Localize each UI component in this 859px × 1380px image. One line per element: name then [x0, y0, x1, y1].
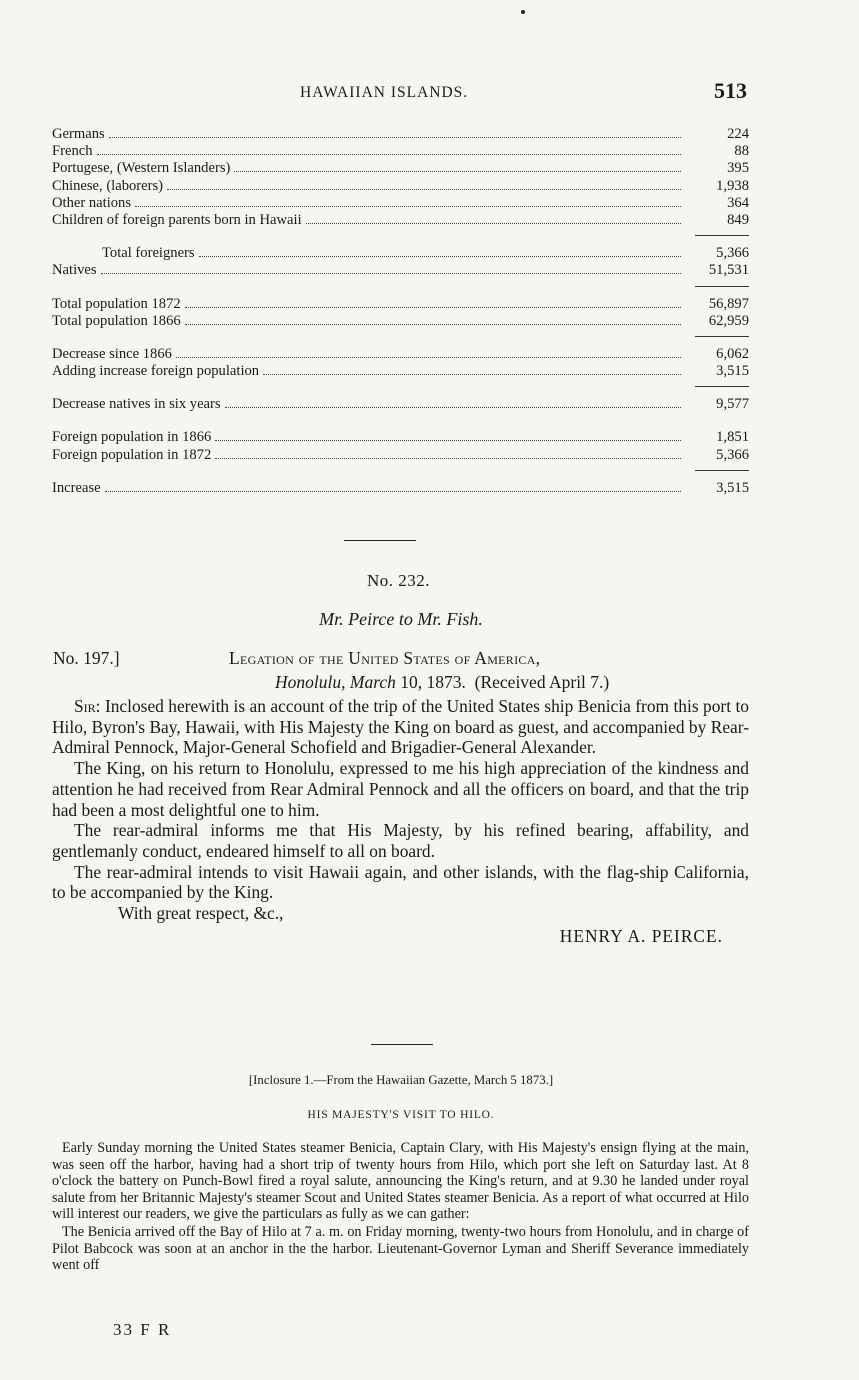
row-value: 5,366: [716, 245, 749, 262]
row-label: Total foreigners: [102, 245, 195, 262]
row-value: 849: [727, 211, 749, 228]
leader-dots: [215, 458, 681, 459]
letter-paragraph: The rear-admiral intends to visit Hawaii again, and other islands, with the flag-ship California, to be accompanied by the King.: [52, 861, 749, 903]
row-value: 3,515: [716, 363, 749, 380]
letter-dateline: [275, 672, 609, 693]
leader-dots: [105, 491, 681, 492]
sum-rule: [52, 380, 749, 396]
table-row: [52, 143, 749, 160]
row-label: Decrease since 1866: [52, 345, 172, 362]
letter-paragraph: The King, on his return to Honolulu, expressed to me his high appreciation of the kindness and attention he had received from Rear Admiral Pennock and all the officers on board, and that the trip had been a most delightful one to him.: [52, 758, 749, 820]
row-value: 1,938: [716, 177, 749, 194]
leader-dots: [263, 374, 681, 375]
ink-speck: [521, 10, 525, 14]
table-row: [52, 195, 749, 212]
leader-dots: [215, 440, 681, 441]
table-row-foreign-1866: [52, 429, 749, 446]
received-note: (Received April 7.): [474, 672, 610, 692]
page-number: 513: [714, 78, 747, 103]
leader-dots: [176, 357, 681, 358]
running-title: HAWAIIAN ISLANDS.: [300, 84, 469, 101]
row-value: 224: [727, 126, 749, 142]
closing: With great respect, &c.,: [118, 903, 284, 924]
article-title: HIS MAJESTY'S VISIT TO HILO.: [307, 1109, 495, 1121]
correspondents-heading: Mr. Peirce to Mr. Fish.: [319, 609, 483, 629]
table-row: [52, 178, 749, 195]
leader-dots: [109, 137, 681, 138]
sum-rule: [52, 464, 749, 480]
table-row-natives: [52, 262, 749, 279]
row-value: 9,577: [716, 396, 749, 413]
table-row: [52, 126, 749, 143]
leader-dots: [97, 154, 681, 155]
row-value: 62,959: [708, 312, 749, 329]
row-value: 3,515: [716, 479, 749, 496]
signature: HENRY A. PEIRCE.: [559, 925, 723, 946]
salutation: Sir:: [74, 696, 101, 716]
letter-heading: [53, 648, 753, 696]
date-rest: 10, 1873.: [400, 672, 466, 692]
letter-body: [52, 696, 749, 946]
row-value: 1,851: [716, 429, 749, 446]
letter-paragraph: [52, 696, 749, 758]
leader-dots: [185, 324, 681, 325]
letter-number: No. 197.]: [53, 648, 120, 668]
section-divider: [371, 1044, 433, 1045]
row-label: Total population 1872: [52, 295, 181, 312]
row-label: Foreign population in 1872: [52, 446, 212, 463]
table-row: [52, 212, 749, 229]
article-body: [52, 1140, 749, 1275]
sum-rule: [52, 330, 749, 346]
row-value: 51,531: [708, 262, 749, 279]
row-value: 6,062: [716, 345, 749, 362]
page-header: [52, 78, 749, 108]
row-label: Increase: [52, 479, 101, 496]
table-row-total-1872: [52, 296, 749, 313]
row-value: 56,897: [708, 295, 749, 312]
table-row-total-foreigners: [52, 245, 749, 262]
row-label: Chinese, (laborers): [52, 177, 164, 194]
leader-dots: [135, 206, 681, 207]
article-paragraph: The Benicia arrived off the Bay of Hilo at 7 a. m. on Friday morning, twenty-two hours from Honolulu, and in charge of Pilot Babcock was soon at an anchor in the the harbor. Lieutenant-Governor Lyman and Sheriff Severance immediately went off: [52, 1223, 749, 1274]
date-month: March: [349, 672, 396, 692]
row-label: Other nations: [52, 194, 132, 211]
row-value: 395: [727, 160, 749, 177]
paragraph-text: Inclosed herewith is an account of the trip of the United States ship Benicia from this port to Hilo, Byron's Bay, Hawaii, with His Majesty the King on board as guest, and accompanied by Rear-Admiral Pennock, Major-General Schofield and Brigadier-General Alexander.: [52, 696, 749, 758]
leader-dots: [234, 171, 681, 172]
table-row-decrease-since: [52, 346, 749, 363]
document-number: No. 232.: [366, 571, 431, 590]
section-divider: [344, 540, 416, 541]
sum-rule: [52, 229, 749, 245]
row-value: 5,366: [716, 446, 749, 463]
inclosure-heading: [Inclosure 1.—From the Hawaiian Gazette, March 5 1873.]: [248, 1073, 554, 1087]
row-label: Adding increase foreign population: [52, 363, 260, 380]
leader-dots: [199, 256, 681, 257]
leader-dots: [167, 189, 681, 190]
row-label: Foreign population in 1866: [52, 429, 212, 446]
table-row-increase: [52, 480, 749, 497]
row-value: 364: [727, 194, 749, 211]
table-row-adding-increase: [52, 363, 749, 380]
row-value: 88: [734, 143, 749, 160]
leader-dots: [225, 407, 681, 408]
sum-rule: [52, 280, 749, 296]
population-table: [52, 126, 749, 497]
leader-dots: [101, 273, 681, 274]
article-paragraph: Early Sunday morning the United States steamer Benicia, Captain Clary, with His Majesty's ensign flying at the main, was seen off the harbor, having had a short trip of twenty hours from Hilo, which port she left on Saturday last. At 8 o'clock the battery on Punch-Bowl fired a royal salute, announcing the King's return, and at 9.30 he landed under royal salute from her Britannic Majesty's steamer Scout and United States steamer Benicia. As a report of what occurred at Hilo will interest our readers, we give the particulars as fully as we can gather:: [52, 1140, 749, 1223]
letter-paragraph: The rear-admiral informs me that His Majesty, by his refined bearing, affability, and gentlemanly conduct, endeared himself to all on board.: [52, 820, 749, 861]
table-row: [52, 160, 749, 177]
table-row-foreign-1872: [52, 447, 749, 464]
row-label: Portugese, (Western Islanders): [52, 160, 231, 177]
row-label: French: [52, 143, 93, 160]
row-label: Total population 1866: [52, 312, 181, 329]
table-row-decrease-natives: [52, 396, 749, 413]
row-label: Decrease natives in six years: [52, 396, 221, 413]
table-row-total-1866: [52, 313, 749, 330]
row-label: Germans: [52, 126, 105, 142]
place: Honolulu,: [275, 672, 346, 692]
leader-dots: [306, 223, 681, 224]
legation-name: Legation of the United States of America,: [229, 648, 541, 668]
row-label: Natives: [52, 262, 97, 279]
row-label: Children of foreign parents born in Hawaii: [52, 211, 302, 228]
leader-dots: [185, 307, 681, 308]
spacer: [52, 413, 749, 429]
signature-mark: 33 F R: [113, 1320, 172, 1339]
